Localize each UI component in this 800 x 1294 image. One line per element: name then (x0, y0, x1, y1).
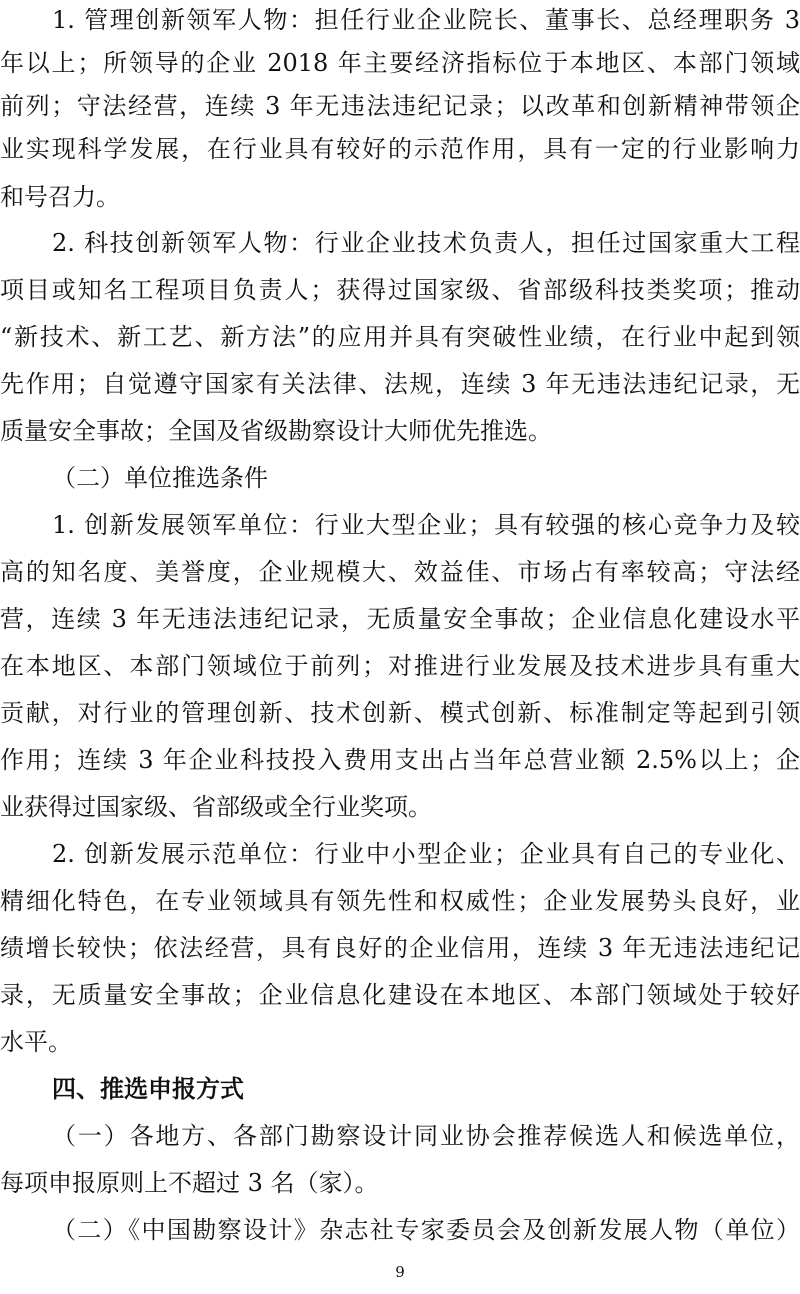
text-line: 业实现科学发展，在行业具有较好的示范作用，具有一定的行业影响力 (0, 135, 800, 163)
text-line: 2. 科技创新领军人物：行业企业技术负责人，担任过国家重大工程 (52, 229, 800, 257)
text-line: 精细化特色，在专业领域具有领先性和权威性；企业发展势头良好，业 (0, 887, 800, 915)
text-line: 作用；连续 3 年企业科技投入费用支出占当年总营业额 2.5%以上；企 (0, 746, 800, 774)
text-line: “新技术、新工艺、新方法”的应用并具有突破性业绩，在行业中起到领 (0, 323, 800, 351)
text-line: 水平。 (0, 1028, 72, 1056)
text-line: （二）《中国勘察设计》杂志社专家委员会及创新发展人物（单位） (52, 1216, 800, 1244)
text-line: 业获得过国家级、省部级或全行业奖项。 (0, 793, 432, 821)
text-line: 贡献，对行业的管理创新、技术创新、模式创新、标准制定等起到引领 (0, 699, 800, 727)
section-heading: （二）单位推选条件 (52, 464, 268, 492)
text-line: 2. 创新发展示范单位：行业中小型企业；企业具有自己的专业化、 (52, 840, 800, 868)
text-line: 前列；守法经营，连续 3 年无违法违纪记录；以改革和创新精神带领企 (0, 92, 800, 120)
text-line: 先作用；自觉遵守国家有关法律、法规，连续 3 年无违法违纪记录，无 (0, 370, 800, 398)
text-line: 项目或知名工程项目负责人；获得过国家级、省部级科技类奖项；推动 (0, 276, 800, 304)
text-line: 1. 创新发展领军单位：行业大型企业；具有较强的核心竞争力及较 (52, 511, 800, 539)
page-number: 9 (395, 1263, 405, 1281)
text-line: 录，无质量安全事故；企业信息化建设在本地区、本部门领域处于较好 (0, 981, 800, 1009)
text-line: 质量安全事故；全国及省级勘察设计大师优先推选。 (0, 417, 552, 445)
text-line: 和号召力。 (0, 183, 120, 211)
text-line: 高的知名度、美誉度，企业规模大、效益佳、市场占有率较高；守法经 (0, 558, 800, 586)
text-line: 年以上；所领导的企业 2018 年主要经济指标位于本地区、本部门领域 (0, 49, 800, 77)
text-line: 1. 管理创新领军人物：担任行业企业院长、董事长、总经理职务 3 (52, 6, 800, 34)
text-line: 在本地区、本部门领域位于前列；对推进行业发展及技术进步具有重大 (0, 652, 800, 680)
text-line: 营，连续 3 年无违法违纪记录，无质量安全事故；企业信息化建设水平 (0, 605, 800, 633)
section-heading: 四、推选申报方式 (52, 1074, 244, 1103)
text-line: 绩增长较快；依法经营，具有良好的企业信用，连续 3 年无违法违纪记 (0, 934, 800, 962)
text-line: 每项申报原则上不超过 3 名（家）。 (0, 1169, 379, 1197)
text-line: （一）各地方、各部门勘察设计同业协会推荐候选人和候选单位， (52, 1122, 800, 1150)
